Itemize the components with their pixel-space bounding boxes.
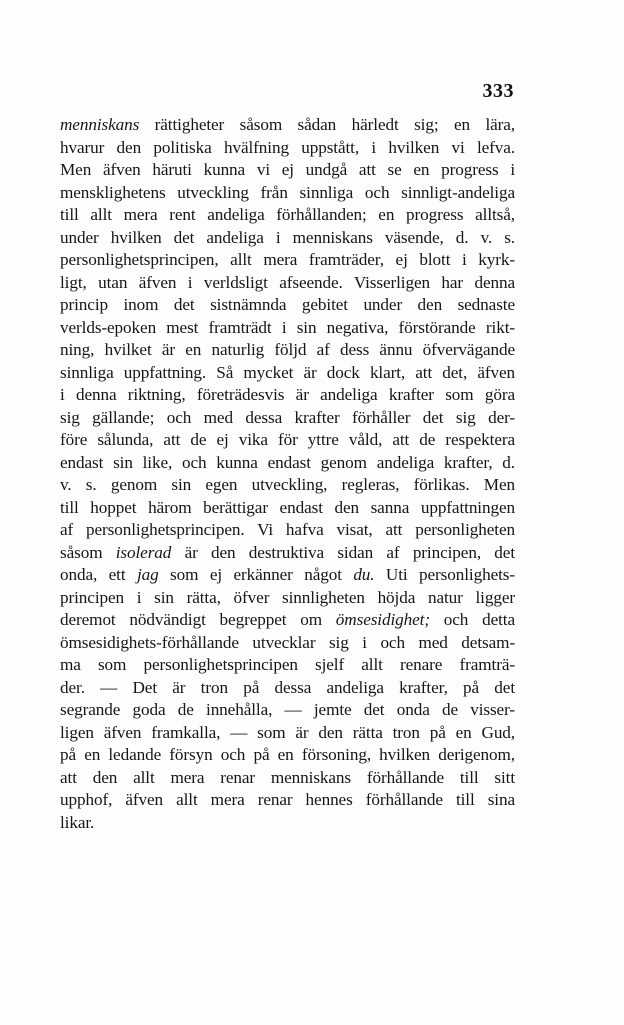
text-line — [60, 294, 515, 317]
text-segment: segrande goda de innehålla, — jemte det onda de visser- — [60, 700, 515, 719]
text-segment: ömsesidighets-förhållande utvecklar sig i och med detsam- — [60, 632, 515, 652]
text-segment: Uti personlighets- — [374, 565, 515, 584]
text-segment: endast sin like, och kunna endast genom andeliga krafter, d. — [60, 452, 515, 472]
text-line — [60, 677, 515, 700]
italic-text: ömsesidighet; — [335, 610, 430, 629]
text-line — [60, 812, 515, 835]
text-segment: som ej erkänner något — [158, 565, 354, 584]
text-line — [60, 587, 515, 610]
text-segment: ligen äfven framkalla, — som är den rätta tron på en Gud, — [60, 722, 515, 742]
text-line — [60, 159, 515, 182]
text-segment: upphof, äfven allt mera renar hennes förhållande till sina — [60, 790, 515, 809]
text-segment: princip inom det sistnämnda gebitet under den sednaste — [60, 295, 515, 314]
text-line — [60, 767, 515, 790]
text-segment: före sålunda, att de ej vika för yttre våld, att de respektera — [60, 430, 515, 449]
page-number: 333 — [482, 80, 514, 102]
text-segment: såsom — [60, 542, 116, 562]
text-segment: principen i sin rätta, öfver sinnligheten höjda natur ligger — [60, 587, 515, 607]
text-segment: till hoppet härom berättigar endast den sanna uppfattningen — [60, 497, 515, 517]
body-text — [60, 114, 515, 834]
text-segment: Men äfven häruti kunna vi ej undgå att se en progress i — [60, 160, 515, 179]
text-segment: till allt mera rent andeliga förhållanden; en progress alltså, — [60, 205, 515, 224]
text-line — [60, 362, 515, 385]
italic-text: jag — [136, 565, 159, 584]
text-segment: likar. — [60, 812, 95, 832]
italic-text: isolerad — [115, 542, 172, 562]
text-line — [60, 429, 515, 452]
italic-text: menniskans — [60, 115, 140, 134]
text-segment: sig gällande; och med dessa krafter förhåller det sig der- — [60, 407, 515, 427]
text-line — [60, 182, 515, 205]
text-line — [60, 227, 515, 250]
text-line — [60, 339, 515, 362]
text-line — [60, 204, 515, 227]
text-line — [60, 654, 515, 677]
text-segment: sinnliga uppfattning. Så mycket är dock klart, att det, äfven — [60, 362, 515, 382]
text-line — [60, 699, 515, 722]
text-line — [60, 497, 515, 520]
text-segment: personlighetsprincipen, allt mera framträder, ej blott i kyrk- — [60, 250, 515, 269]
text-line — [60, 519, 515, 542]
text-line — [60, 744, 515, 767]
italic-text: du. — [353, 565, 375, 584]
text-line — [60, 632, 515, 655]
text-segment: och detta — [429, 610, 515, 629]
text-line — [60, 474, 515, 497]
text-line — [60, 609, 515, 632]
text-segment: ning, hvilket är en naturlig följd af dess ännu öfvervägande — [60, 340, 515, 359]
text-segment: ligt, utan äfven i verldsligt afseende. Visserligen har denna — [60, 272, 515, 292]
text-segment: onda, ett — [60, 565, 137, 584]
text-segment: af personlighetsprincipen. Vi hafva visat, att personligheten — [60, 520, 515, 539]
text-segment: ma som personlighetsprincipen sjelf allt renare framträ- — [60, 655, 515, 674]
text-line — [60, 564, 515, 587]
text-line — [60, 722, 515, 745]
text-line — [60, 137, 515, 160]
text-segment: verlds-epoken mest framträdt i sin negativa, förstörande rikt- — [60, 317, 515, 337]
text-segment: är den destruktiva sidan af principen, det — [171, 542, 515, 562]
text-segment: på en ledande försyn och på en försoning, hvilken derigenom, — [60, 745, 515, 764]
text-line — [60, 452, 515, 475]
text-line — [60, 272, 515, 295]
text-line — [60, 384, 515, 407]
text-segment: deremot nödvändigt begreppet om — [60, 610, 336, 629]
text-segment: hvarur den politiska hvälfning uppstått, i hvilken vi lefva. — [60, 137, 515, 157]
text-line — [60, 317, 515, 340]
text-segment: der. — Det är tron på dessa andeliga krafter, på det — [60, 677, 515, 697]
text-line — [60, 789, 515, 812]
text-segment: rättigheter såsom sådan härledt sig; en lära, — [139, 115, 515, 134]
text-line — [60, 249, 515, 272]
text-segment: mensklighetens utveckling från sinnliga och sinnligt-andeliga — [60, 182, 515, 202]
text-line — [60, 542, 515, 565]
text-segment: under hvilken det andeliga i menniskans väsende, d. v. s. — [60, 227, 515, 247]
text-segment: att den allt mera renar menniskans förhållande till sitt — [60, 767, 515, 787]
text-segment: i denna riktning, företrädesvis är andeliga krafter som göra — [60, 385, 515, 404]
text-line — [60, 114, 515, 137]
text-line — [60, 407, 515, 430]
text-segment: v. s. genom sin egen utveckling, regleras, förlikas. Men — [60, 475, 515, 494]
